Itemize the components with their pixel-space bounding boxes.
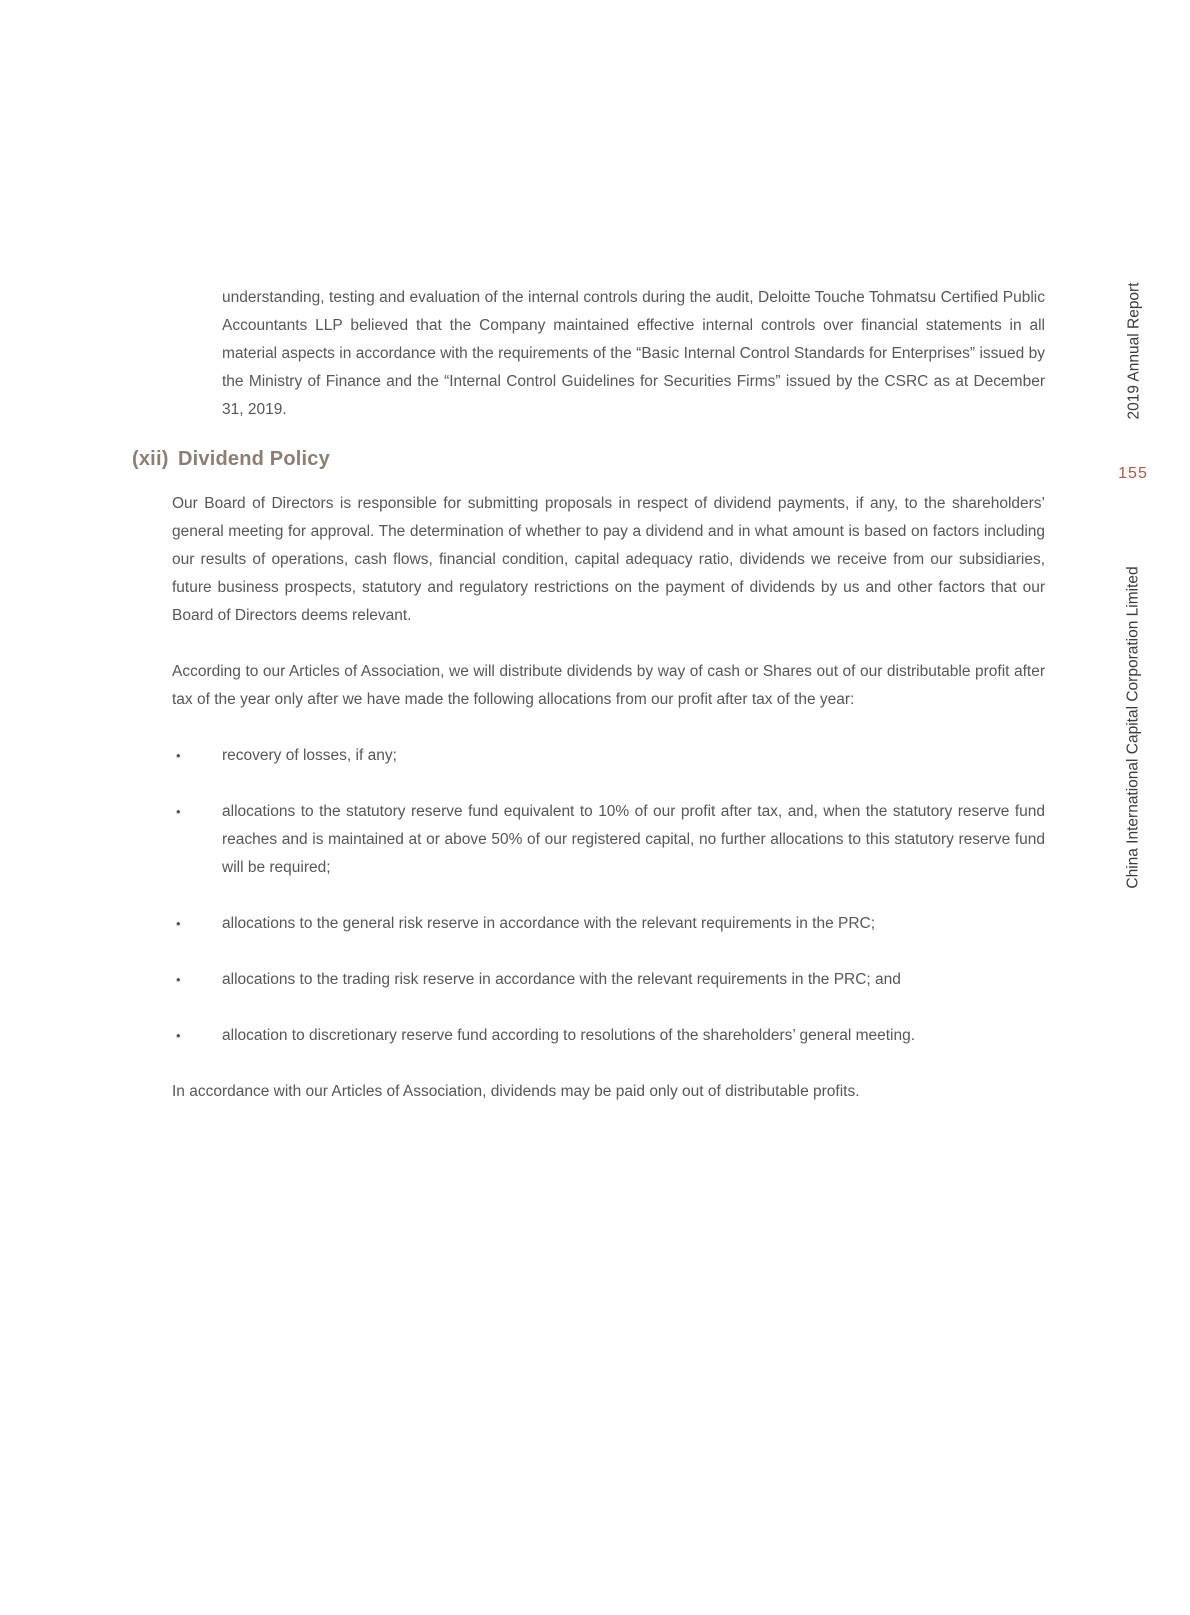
paragraph-internal-controls: understanding, testing and evaluation of the internal controls during the audit, Deloitte Touche Tohmatsu Certified Public Accountants LLP believed that the Company maintained effective internal controls over financial statements in all material aspects in accordance with the requirements of the “Basic Internal Control Standards for Enterprises” issued by the Ministry of Finance and the “Internal Control Guidelines for Securities Firms” issued by the CSRC as at December 31, 2019. — [222, 289, 1045, 418]
company-name-vertical: China International Capital Corporation Limited — [1124, 566, 1142, 889]
section-body — [172, 490, 1045, 1106]
list-item — [172, 910, 1045, 938]
bullet-icon: • — [176, 1028, 181, 1043]
section-heading — [132, 446, 1045, 472]
bullet-icon: • — [176, 804, 181, 819]
bullet-icon: • — [176, 972, 181, 987]
paragraph-closing: In accordance with our Articles of Association, dividends may be paid only out of distributable profits. — [172, 1083, 860, 1100]
page-number: 155 — [1118, 465, 1148, 482]
page-content — [132, 284, 1045, 1106]
report-title-vertical: 2019 Annual Report — [1125, 282, 1143, 420]
list-item — [172, 742, 1045, 770]
list-item — [172, 966, 1045, 994]
list-item-text: allocations to the statutory reserve fund equivalent to 10% of our profit after tax, and, when the statutory reserve fund reaches and is maintained at or above 50% of our registered capital, no further allocations to this statutory reserve fund will be required; — [222, 803, 1045, 876]
section-title: Dividend Policy — [178, 448, 330, 470]
list-item — [172, 798, 1045, 882]
list-item-text: allocation to discretionary reserve fund according to resolutions of the shareholders’ general meeting. — [222, 1027, 916, 1044]
list-item-text: allocations to the general risk reserve in accordance with the relevant requirements in the PRC; — [222, 915, 876, 932]
bullet-icon: • — [176, 916, 181, 931]
paragraph-board-responsibility: Our Board of Directors is responsible for submitting proposals in respect of dividend payments, if any, to the shareholders’ general meeting for approval. The determination of whether to pay a dividend and in what amount is based on factors including our results of operations, cash flows, financial condition, capital adequacy ratio, dividends we receive from our subsidiaries, future business prospects, statutory and regulatory restrictions on the payment of dividends by us and other factors that our Board of Directors deems relevant. — [172, 495, 1045, 624]
allocation-list — [172, 742, 1045, 1050]
section-index: (xii) — [132, 448, 169, 470]
bullet-icon: • — [176, 748, 181, 763]
list-item-text: allocations to the trading risk reserve in accordance with the relevant requirements in the PRC; and — [222, 971, 901, 988]
list-item — [172, 1022, 1045, 1050]
paragraph-articles-allocations: According to our Articles of Association, we will distribute dividends by way of cash or Shares out of our distributable profit after tax of the year only after we have made the following allocations from our profit after tax of the year: — [172, 663, 1045, 708]
list-item-text: recovery of losses, if any; — [222, 747, 397, 764]
